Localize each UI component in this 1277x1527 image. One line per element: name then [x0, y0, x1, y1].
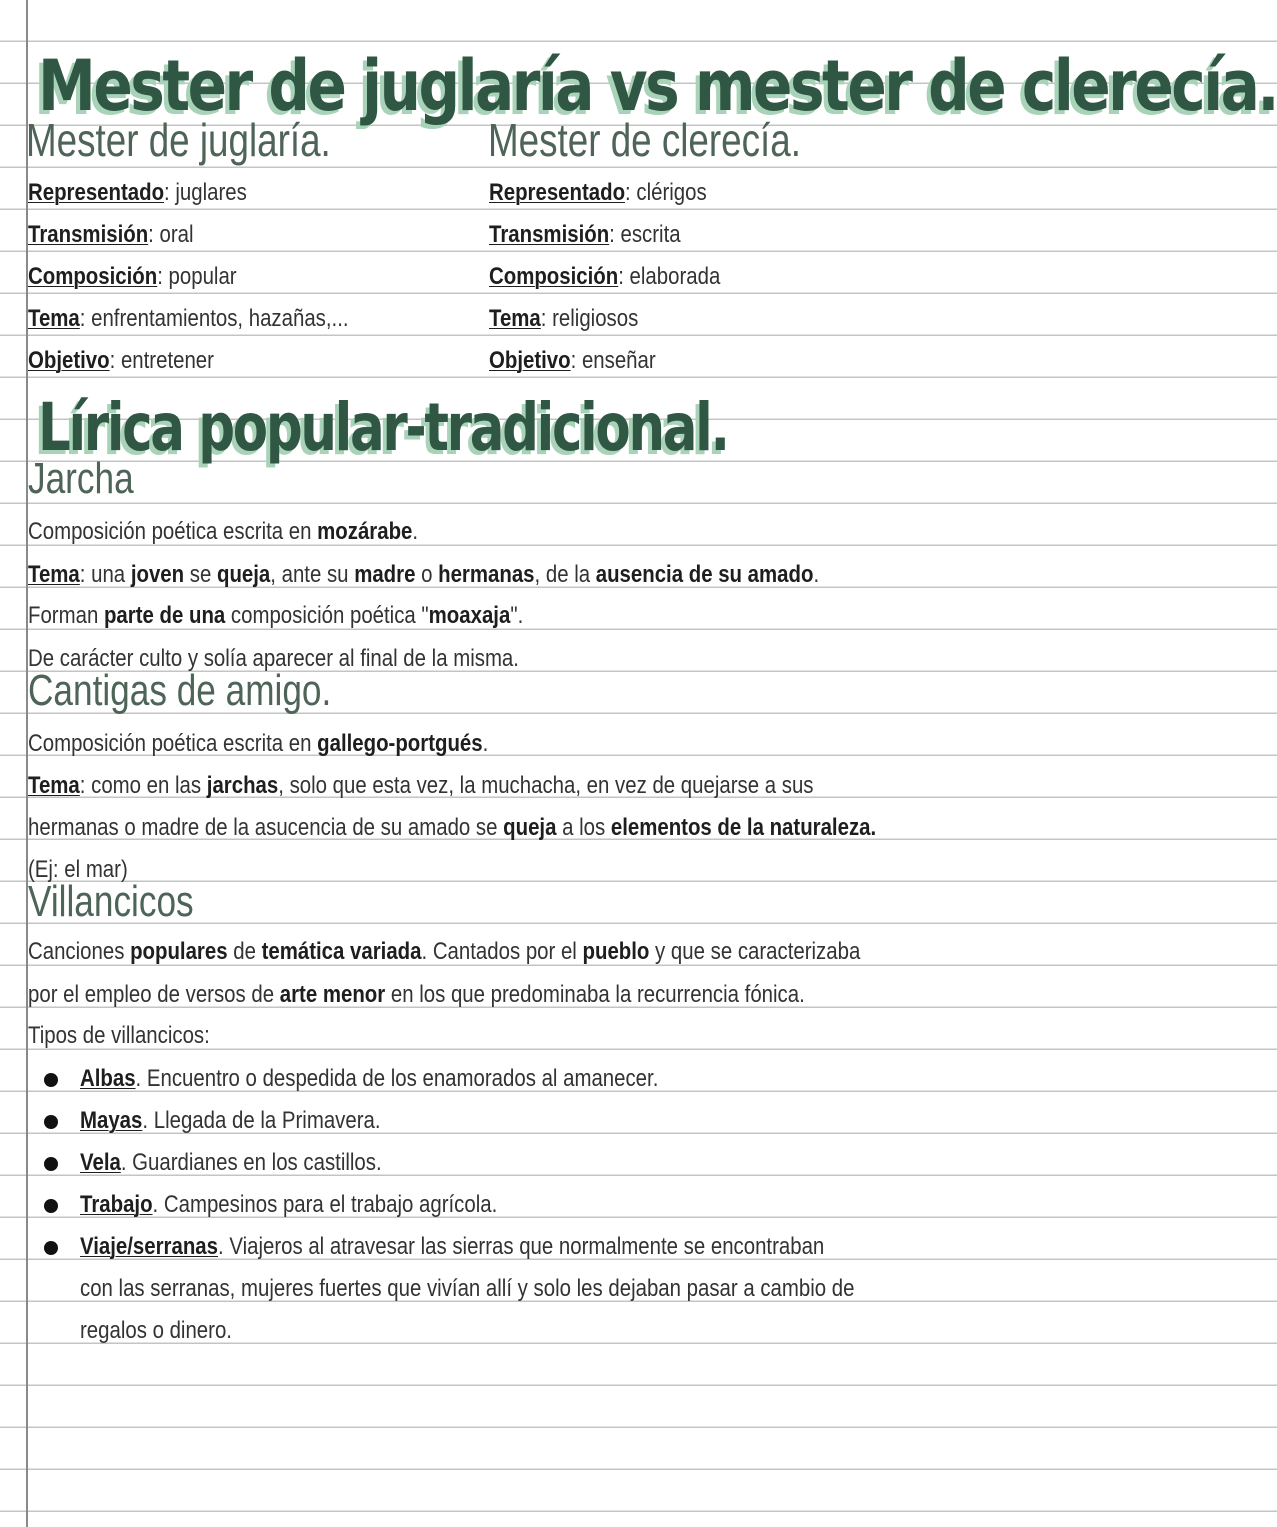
- bullet-icon: [44, 1115, 58, 1129]
- villancicos-heading: Villancicos: [28, 877, 194, 926]
- clerecia-row: Objetivo: enseñar: [489, 347, 656, 374]
- villancicos-line-3: Tipos de villancicos:: [28, 1022, 210, 1049]
- jarcha-heading: Jarcha: [28, 454, 134, 503]
- list-item: Mayas. Llegada de la Primavera.: [80, 1107, 381, 1134]
- jarcha-line-2: Tema: una joven se queja, ante su madre o hermanas, de la ausencia de su amado.: [28, 561, 820, 588]
- clerecia-row: Representado: clérigos: [489, 179, 707, 206]
- jarcha-line-3: Forman parte de una composición poética "moaxaja".: [28, 602, 524, 629]
- clerecia-row: Composición: elaborada: [489, 263, 721, 290]
- list-item: Viaje/serranas. Viajeros al atravesar las sierras que normalmente se encontraban: [80, 1233, 825, 1260]
- list-item-continuation: regalos o dinero.: [80, 1317, 232, 1344]
- juglaria-row: Objetivo: entretener: [28, 347, 214, 374]
- juglaria-row: Representado: juglares: [28, 179, 247, 206]
- juglaria-row: Composición: popular: [28, 263, 237, 290]
- juglaria-row: Transmisión: oral: [28, 221, 194, 248]
- list-item: Albas. Encuentro o despedida de los enamorados al amanecer.: [80, 1065, 659, 1092]
- list-item-continuation: con las serranas, mujeres fuertes que vivían allí y solo les dejaban pasar a cambio de: [80, 1275, 855, 1302]
- cantigas-line-4: (Ej: el mar): [28, 856, 128, 883]
- list-item: Vela. Guardianes en los castillos.: [80, 1149, 382, 1176]
- juglaria-heading: Mester de juglaría.: [26, 114, 331, 166]
- clerecia-row: Transmisión: escrita: [489, 221, 681, 248]
- cantigas-line-2: Tema: como en las jarchas, solo que esta vez, la muchacha, en vez de quejarse a sus: [28, 772, 814, 799]
- bullet-icon: [44, 1241, 58, 1255]
- page-title: Mester de juglaría vs mester de clerecía.: [38, 45, 1277, 127]
- villancicos-line-1: Canciones populares de temática variada. Cantados por el pueblo y que se caracterizaba: [28, 938, 861, 965]
- list-item: Trabajo. Campesinos para el trabajo agrícola.: [80, 1191, 498, 1218]
- lirica-title: Lírica popular-tradicional.: [38, 389, 728, 466]
- jarcha-line-1: Composición poética escrita en mozárabe.: [28, 518, 419, 545]
- villancicos-line-2: por el empleo de versos de arte menor en los que predominaba la recurrencia fónica.: [28, 981, 805, 1008]
- cantigas-line-3: hermanas o madre de la asucencia de su amado se queja a los elementos de la naturaleza.: [28, 814, 877, 841]
- bullet-icon: [44, 1073, 58, 1087]
- juglaria-row: Tema: enfrentamientos, hazañas,...: [28, 305, 349, 332]
- clerecia-heading: Mester de clerecía.: [488, 114, 801, 166]
- bullet-icon: [44, 1199, 58, 1213]
- cantigas-line-1: Composición poética escrita en gallego-portgués.: [28, 730, 489, 757]
- bullet-icon: [44, 1157, 58, 1171]
- cantigas-heading: Cantigas de amigo.: [28, 666, 332, 715]
- clerecia-row: Tema: religiosos: [489, 305, 639, 332]
- jarcha-line-4: De carácter culto y solía aparecer al final de la misma.: [28, 645, 519, 672]
